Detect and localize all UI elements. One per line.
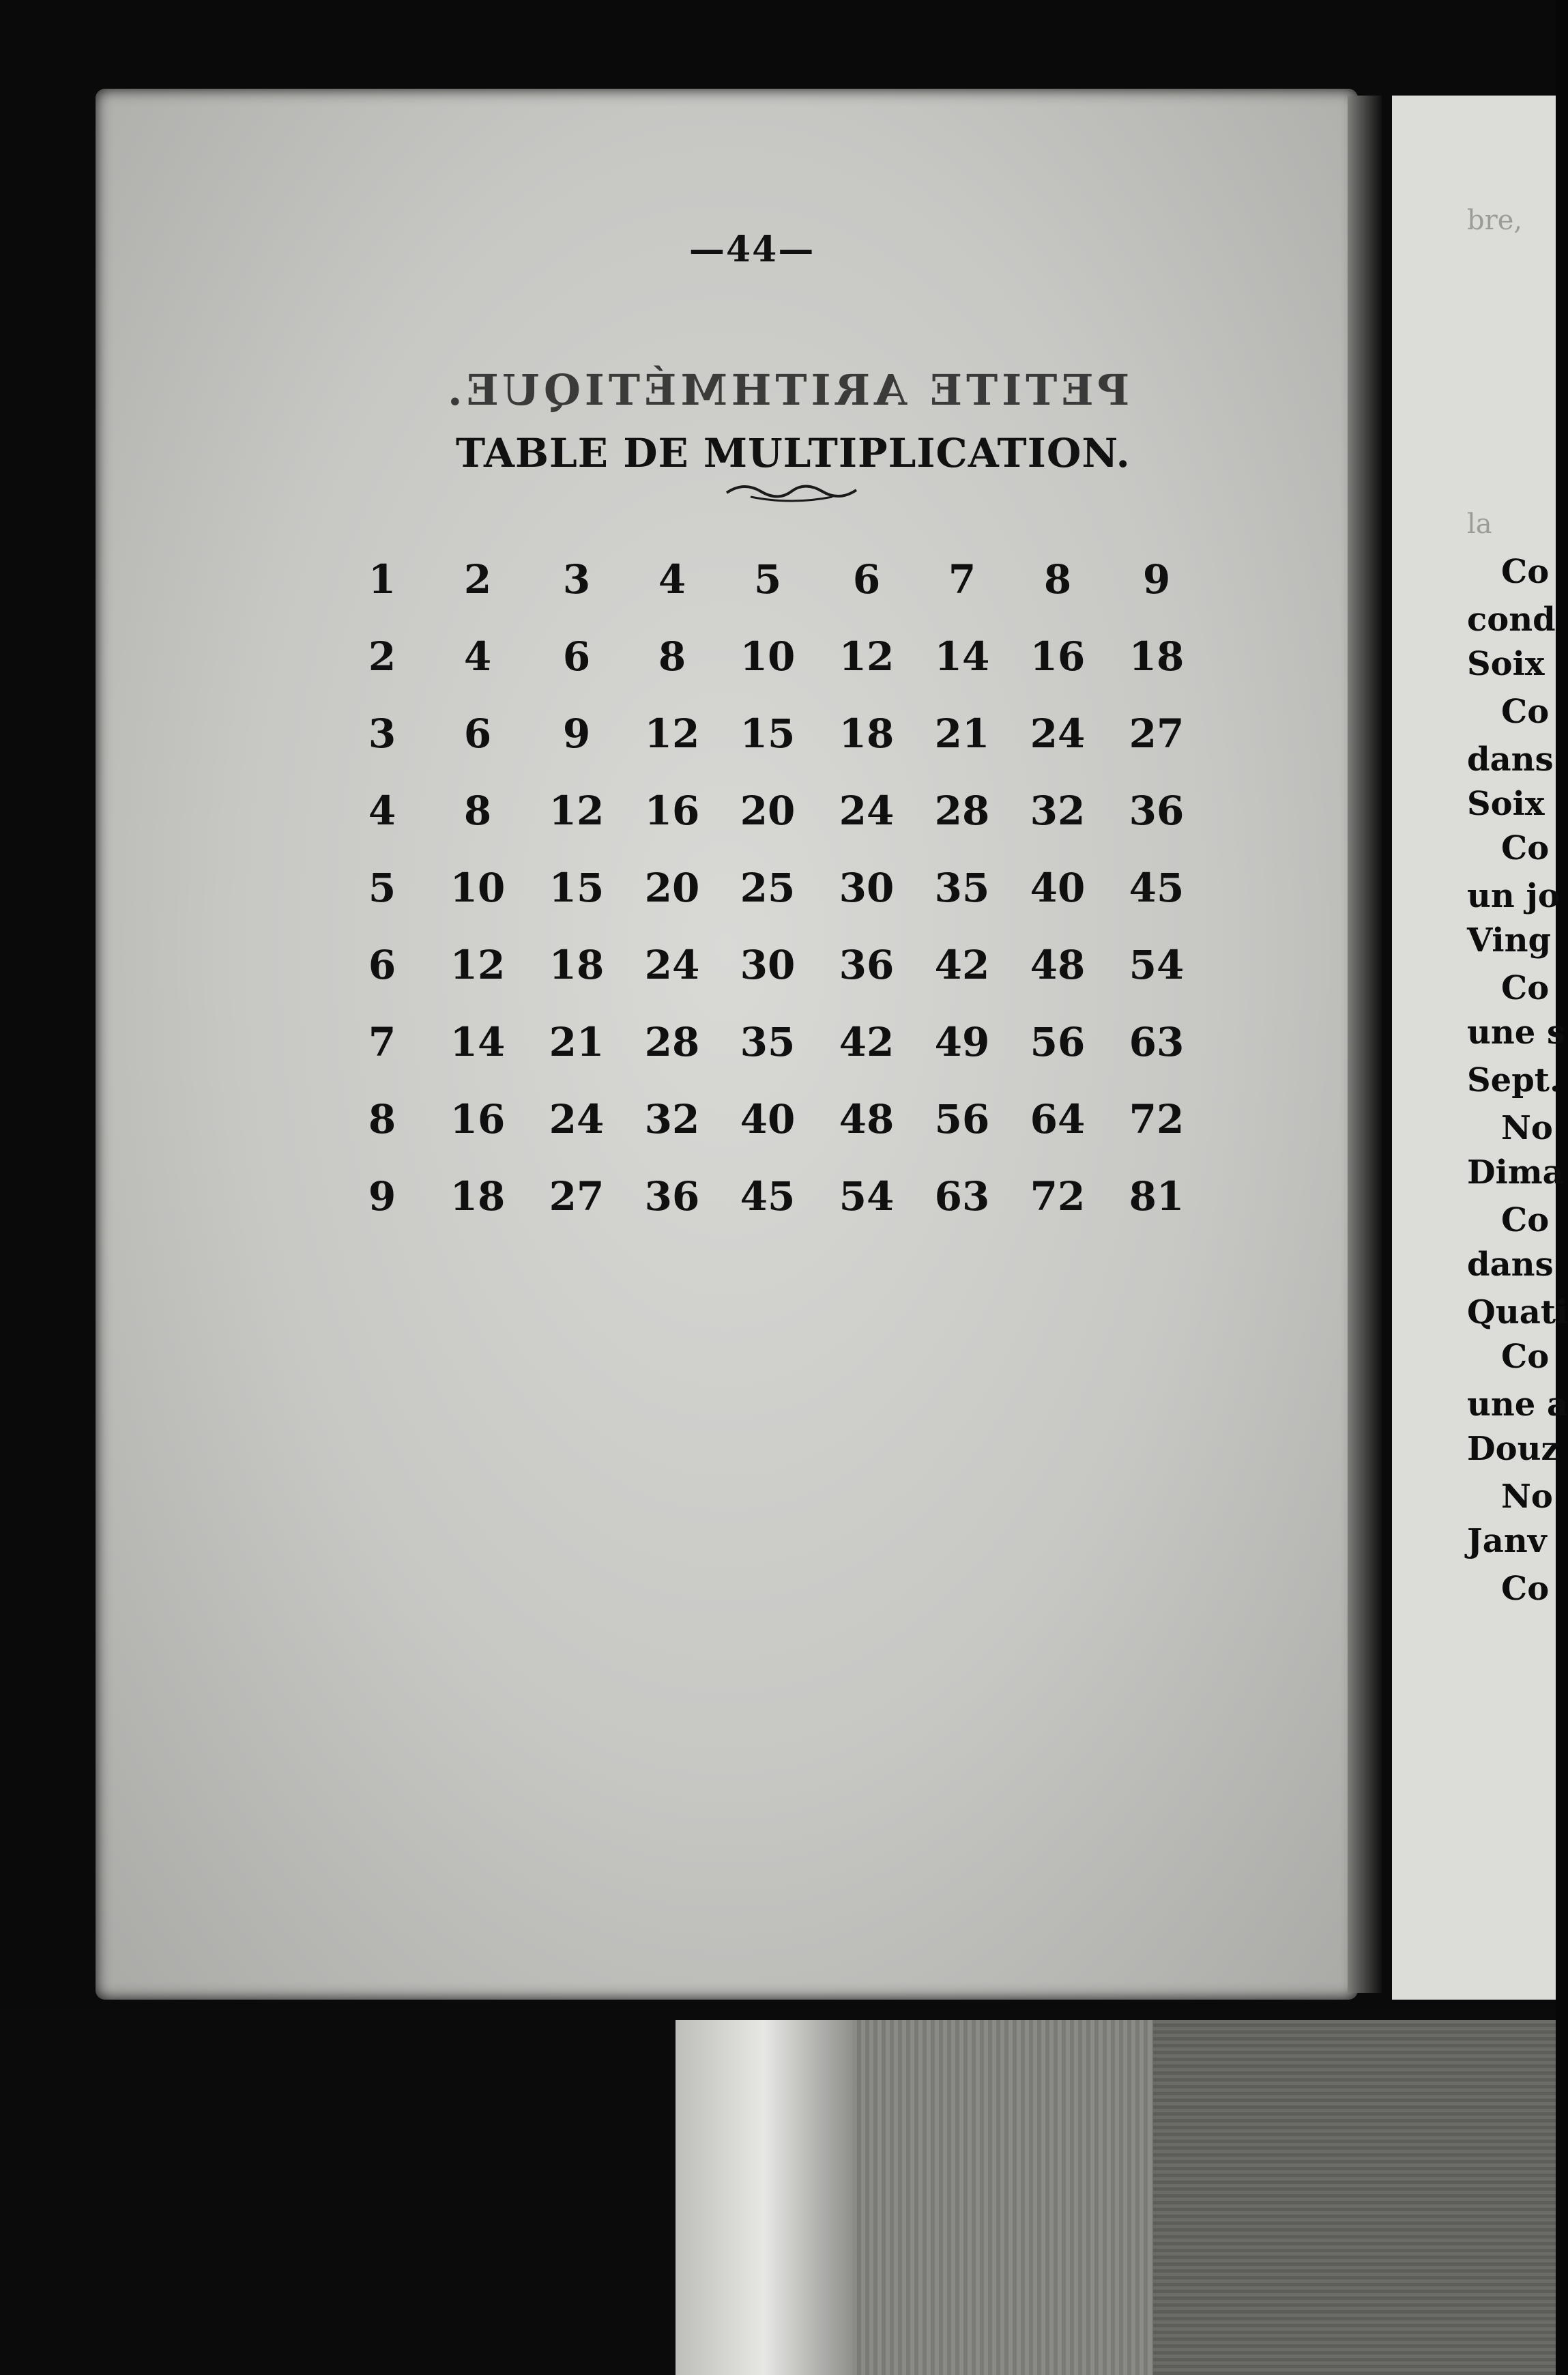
table-cell: 14: [450, 1019, 506, 1065]
table-cell: 63: [1129, 1019, 1185, 1065]
page-gutter: [1348, 96, 1382, 1993]
table-cell: 2: [368, 633, 396, 680]
table-cell: 20: [644, 865, 700, 911]
facing-page-text: No: [1501, 1109, 1553, 1147]
table-cell: 10: [450, 865, 506, 911]
table-cell: 36: [839, 942, 895, 988]
facing-page-text: Co: [1501, 1338, 1550, 1376]
facing-page-fragment: [1392, 96, 1568, 2000]
table-cell: 25: [740, 865, 796, 911]
facing-page-text: Co: [1501, 1201, 1550, 1239]
table-cell: 9: [562, 710, 591, 757]
table-cell: 9: [1142, 556, 1171, 603]
table-cell: 27: [549, 1173, 605, 1220]
facing-page-text: Co: [1501, 969, 1550, 1007]
table-cell: 16: [644, 788, 700, 834]
table-cell: 4: [658, 556, 686, 603]
facing-page-text: Soix: [1467, 785, 1545, 823]
table-cell: 48: [1030, 942, 1086, 988]
table-cell: 12: [450, 942, 506, 988]
table-cell: 28: [934, 788, 990, 834]
table-cell: 54: [839, 1173, 895, 1220]
table-cell: 6: [463, 710, 492, 757]
table-cell: 14: [934, 633, 990, 680]
book-cover-cloth: [853, 2020, 1153, 2375]
facing-page-text: No: [1501, 1478, 1553, 1516]
table-cell: 10: [740, 633, 796, 680]
page-number: —44—: [689, 229, 815, 270]
facing-page-text: Co: [1501, 553, 1550, 591]
table-cell: 5: [368, 865, 396, 911]
table-cell: 8: [368, 1096, 396, 1142]
table-cell: 35: [740, 1019, 796, 1065]
table-cell: 64: [1030, 1096, 1086, 1142]
table-cell: 28: [644, 1019, 700, 1065]
table-cell: 4: [463, 633, 492, 680]
facing-page-text: un jo: [1467, 877, 1560, 915]
table-title: TABLE DE MULTIPLICATION.: [456, 430, 1131, 476]
table-cell: 56: [934, 1096, 990, 1142]
table-cell: 15: [740, 710, 796, 757]
table-cell: 72: [1030, 1173, 1086, 1220]
facing-page-text: la: [1467, 508, 1492, 540]
table-cell: 49: [934, 1019, 990, 1065]
facing-page-text: Soix: [1467, 645, 1545, 683]
table-cell: 35: [934, 865, 990, 911]
facing-page-text: Quati: [1467, 1293, 1568, 1332]
facing-page-text: Co: [1501, 693, 1550, 731]
table-cell: 24: [839, 788, 895, 834]
table-cell: 36: [644, 1173, 700, 1220]
table-cell: 3: [368, 710, 396, 757]
table-cell: 45: [740, 1173, 796, 1220]
table-cell: 42: [934, 942, 990, 988]
table-cell: 6: [368, 942, 396, 988]
table-cell: 42: [839, 1019, 895, 1065]
table-cell: 21: [934, 710, 990, 757]
table-cell: 8: [1043, 556, 1072, 603]
table-cell: 6: [852, 556, 881, 603]
table-cell: 12: [644, 710, 700, 757]
table-cell: 12: [839, 633, 895, 680]
table-cell: 32: [644, 1096, 700, 1142]
table-cell: 16: [1030, 633, 1086, 680]
facing-page-text: une a: [1467, 1385, 1568, 1424]
bleed-through-header: PETITE ARITHMÉTIQUE.: [444, 365, 1130, 415]
facing-page-text: Ving: [1467, 921, 1552, 960]
table-cell: 32: [1030, 788, 1086, 834]
table-cell: 18: [450, 1173, 506, 1220]
table-cell: 81: [1129, 1173, 1185, 1220]
table-cell: 54: [1129, 942, 1185, 988]
table-cell: 7: [948, 556, 976, 603]
facing-page-text: dans: [1467, 740, 1554, 779]
table-cell: 15: [549, 865, 605, 911]
table-cell: 6: [562, 633, 591, 680]
table-cell: 56: [1030, 1019, 1086, 1065]
table-cell: 2: [463, 556, 492, 603]
table-cell: 21: [549, 1019, 605, 1065]
table-cell: 30: [740, 942, 796, 988]
table-cell: 8: [463, 788, 492, 834]
table-cell: 5: [753, 556, 782, 603]
facing-page-text: une s: [1467, 1013, 1566, 1052]
table-cell: 20: [740, 788, 796, 834]
facing-page-text: cond: [1467, 601, 1556, 639]
table-cell: 18: [839, 710, 895, 757]
page-stack-edge: [676, 2020, 853, 2375]
facing-page-text: Co: [1501, 1570, 1550, 1608]
table-cell: 16: [450, 1096, 506, 1142]
table-cell: 9: [368, 1173, 396, 1220]
table-cell: 12: [549, 788, 605, 834]
table-cell: 18: [549, 942, 605, 988]
table-cell: 40: [740, 1096, 796, 1142]
title-ornament: [723, 478, 860, 505]
facing-page-text: bre,: [1467, 205, 1523, 236]
table-cell: 36: [1129, 788, 1185, 834]
table-cell: 4: [368, 788, 396, 834]
table-cell: 48: [839, 1096, 895, 1142]
table-cell: 24: [1030, 710, 1086, 757]
table-cell: 72: [1129, 1096, 1185, 1142]
table-cell: 27: [1129, 710, 1185, 757]
facing-page-text: Janv: [1467, 1522, 1547, 1560]
table-cell: 7: [368, 1019, 396, 1065]
facing-page-text: Douz: [1467, 1430, 1560, 1468]
table-cell: 30: [839, 865, 895, 911]
facing-page-text: Co: [1501, 829, 1550, 867]
table-cell: 24: [549, 1096, 605, 1142]
facing-page-text: dans: [1467, 1246, 1554, 1284]
table-cell: 24: [644, 942, 700, 988]
table-cell: 8: [658, 633, 686, 680]
table-cell: 18: [1129, 633, 1185, 680]
facing-page-text: Dima: [1467, 1153, 1564, 1192]
book-cover-texture: [1153, 2020, 1556, 2375]
table-cell: 40: [1030, 865, 1086, 911]
table-cell: 1: [368, 556, 396, 603]
table-cell: 45: [1129, 865, 1185, 911]
table-cell: 63: [934, 1173, 990, 1220]
facing-page-text: Sept.: [1467, 1061, 1561, 1099]
table-cell: 3: [562, 556, 591, 603]
